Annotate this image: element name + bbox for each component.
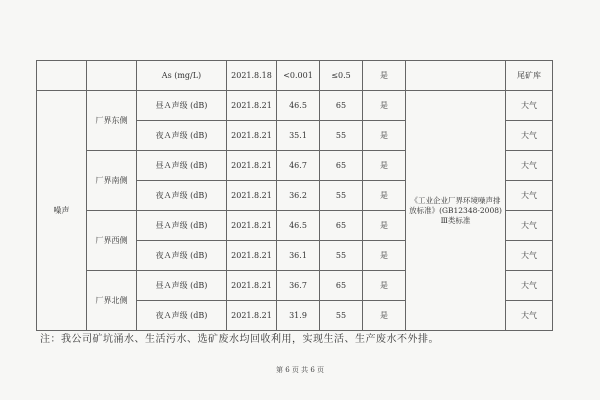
- date-cell: 2021.8.21: [227, 121, 277, 151]
- limit-cell: ≤0.5: [320, 61, 363, 91]
- result-cell: 46.5: [277, 91, 320, 121]
- location-cell: 厂界北侧: [87, 271, 137, 331]
- item-cell: 夜Ａ声级 (dB): [137, 181, 227, 211]
- destination-cell: 大气: [506, 211, 553, 241]
- page-number: 第 6 页 共 6 页: [275, 366, 325, 374]
- compliant-cell: 是: [363, 91, 406, 121]
- destination-cell: 大气: [506, 241, 553, 271]
- compliant-cell: 是: [363, 61, 406, 91]
- item-cell: 昼Ａ声级 (dB): [137, 91, 227, 121]
- destination-cell: 尾矿库: [506, 61, 553, 91]
- result-cell: 36.7: [277, 271, 320, 301]
- item-cell: 昼Ａ声级 (dB): [137, 151, 227, 181]
- date-cell: 2021.8.21: [227, 271, 277, 301]
- date-cell: 2021.8.18: [227, 61, 277, 91]
- compliant-cell: 是: [363, 241, 406, 271]
- result-cell: 36.2: [277, 181, 320, 211]
- compliant-cell: 是: [363, 121, 406, 151]
- table-row: [37, 61, 553, 91]
- item-cell: 夜Ａ声级 (dB): [137, 121, 227, 151]
- compliant-cell: 是: [363, 301, 406, 331]
- compliant-cell: 是: [363, 181, 406, 211]
- item-cell: 昼Ａ声级 (dB): [137, 211, 227, 241]
- limit-cell: 55: [320, 241, 363, 271]
- date-cell: 2021.8.21: [227, 301, 277, 331]
- date-cell: 2021.8.21: [227, 211, 277, 241]
- item-cell: 夜Ａ声级 (dB): [137, 301, 227, 331]
- destination-cell: 大气: [506, 271, 553, 301]
- destination-cell: 大气: [506, 121, 553, 151]
- table-row: [37, 91, 553, 121]
- limit-cell: 55: [320, 181, 363, 211]
- limit-cell: 65: [320, 151, 363, 181]
- location-cell: 厂界东侧: [87, 91, 137, 151]
- footnote: 注：我公司矿坑涌水、生活污水、选矿废水均回收利用，实现生活、生产废水不外排。: [40, 334, 439, 345]
- limit-cell: 65: [320, 271, 363, 301]
- compliant-cell: 是: [363, 211, 406, 241]
- limit-cell: 55: [320, 121, 363, 151]
- date-cell: 2021.8.21: [227, 241, 277, 271]
- date-cell: 2021.8.21: [227, 91, 277, 121]
- location-cell: 厂界南侧: [87, 151, 137, 211]
- result-cell: 31.9: [277, 301, 320, 331]
- noise-monitoring-table: [36, 60, 553, 331]
- result-cell: 46.7: [277, 151, 320, 181]
- item-cell: 昼Ａ声级 (dB): [137, 271, 227, 301]
- compliant-cell: 是: [363, 151, 406, 181]
- category-cell: 噪声: [37, 91, 87, 331]
- result-cell: 36.1: [277, 241, 320, 271]
- result-cell: <0.001: [277, 61, 320, 91]
- destination-cell: 大气: [506, 151, 553, 181]
- date-cell: 2021.8.21: [227, 151, 277, 181]
- item-cell: 夜Ａ声级 (dB): [137, 241, 227, 271]
- limit-cell: 65: [320, 211, 363, 241]
- destination-cell: 大气: [506, 301, 553, 331]
- limit-cell: 55: [320, 301, 363, 331]
- destination-cell: 大气: [506, 91, 553, 121]
- location-cell: 厂界西侧: [87, 211, 137, 271]
- result-cell: 46.5: [277, 211, 320, 241]
- result-cell: 35.1: [277, 121, 320, 151]
- date-cell: 2021.8.21: [227, 181, 277, 211]
- destination-cell: 大气: [506, 181, 553, 211]
- standard-cell: 《工业企业厂界环境噪声排放标准》(GB12348-2008) Ⅲ类标准: [406, 91, 506, 331]
- item-cell: As (mg/L): [137, 61, 227, 91]
- compliant-cell: 是: [363, 271, 406, 301]
- limit-cell: 65: [320, 91, 363, 121]
